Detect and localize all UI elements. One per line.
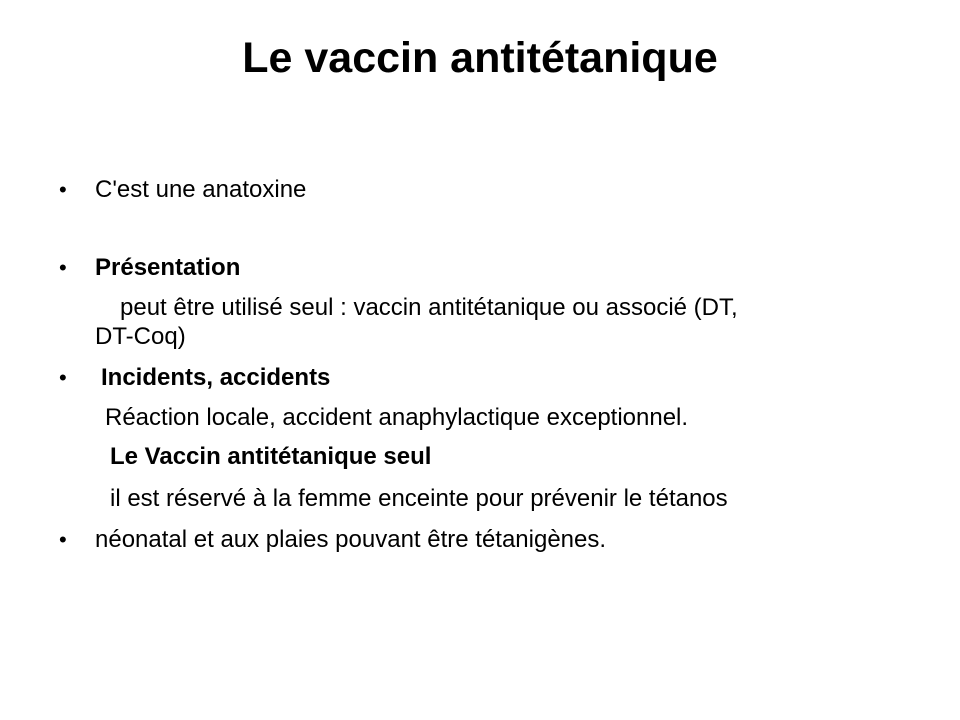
text-vaccin-seul-line1: il est réservé à la femme enceinte pour prévenir le tétanos	[110, 485, 728, 512]
text-vaccin-seul-line2: néonatal et aux plaies pouvant être tétanigènes.	[95, 526, 607, 553]
bullet-text-anatoxine: C'est une anatoxine	[95, 176, 307, 203]
heading-incidents: Incidents, accidents	[101, 364, 331, 391]
bullet-marker: •	[59, 255, 67, 280]
heading-presentation: Présentation	[95, 254, 241, 281]
bullet-marker: •	[59, 365, 67, 390]
heading-vaccin-seul: Le Vaccin antitétanique seul	[110, 443, 432, 470]
text-presentation-line2: DT-Coq)	[95, 323, 186, 350]
text-presentation-line1: peut être utilisé seul : vaccin antitétanique ou associé (DT,	[120, 294, 738, 321]
bullet-marker: •	[59, 527, 67, 552]
text-incidents: Réaction locale, accident anaphylactique exceptionnel.	[105, 404, 689, 431]
slide-title: Le vaccin antitétanique	[242, 34, 718, 82]
bullet-marker: •	[59, 177, 67, 202]
